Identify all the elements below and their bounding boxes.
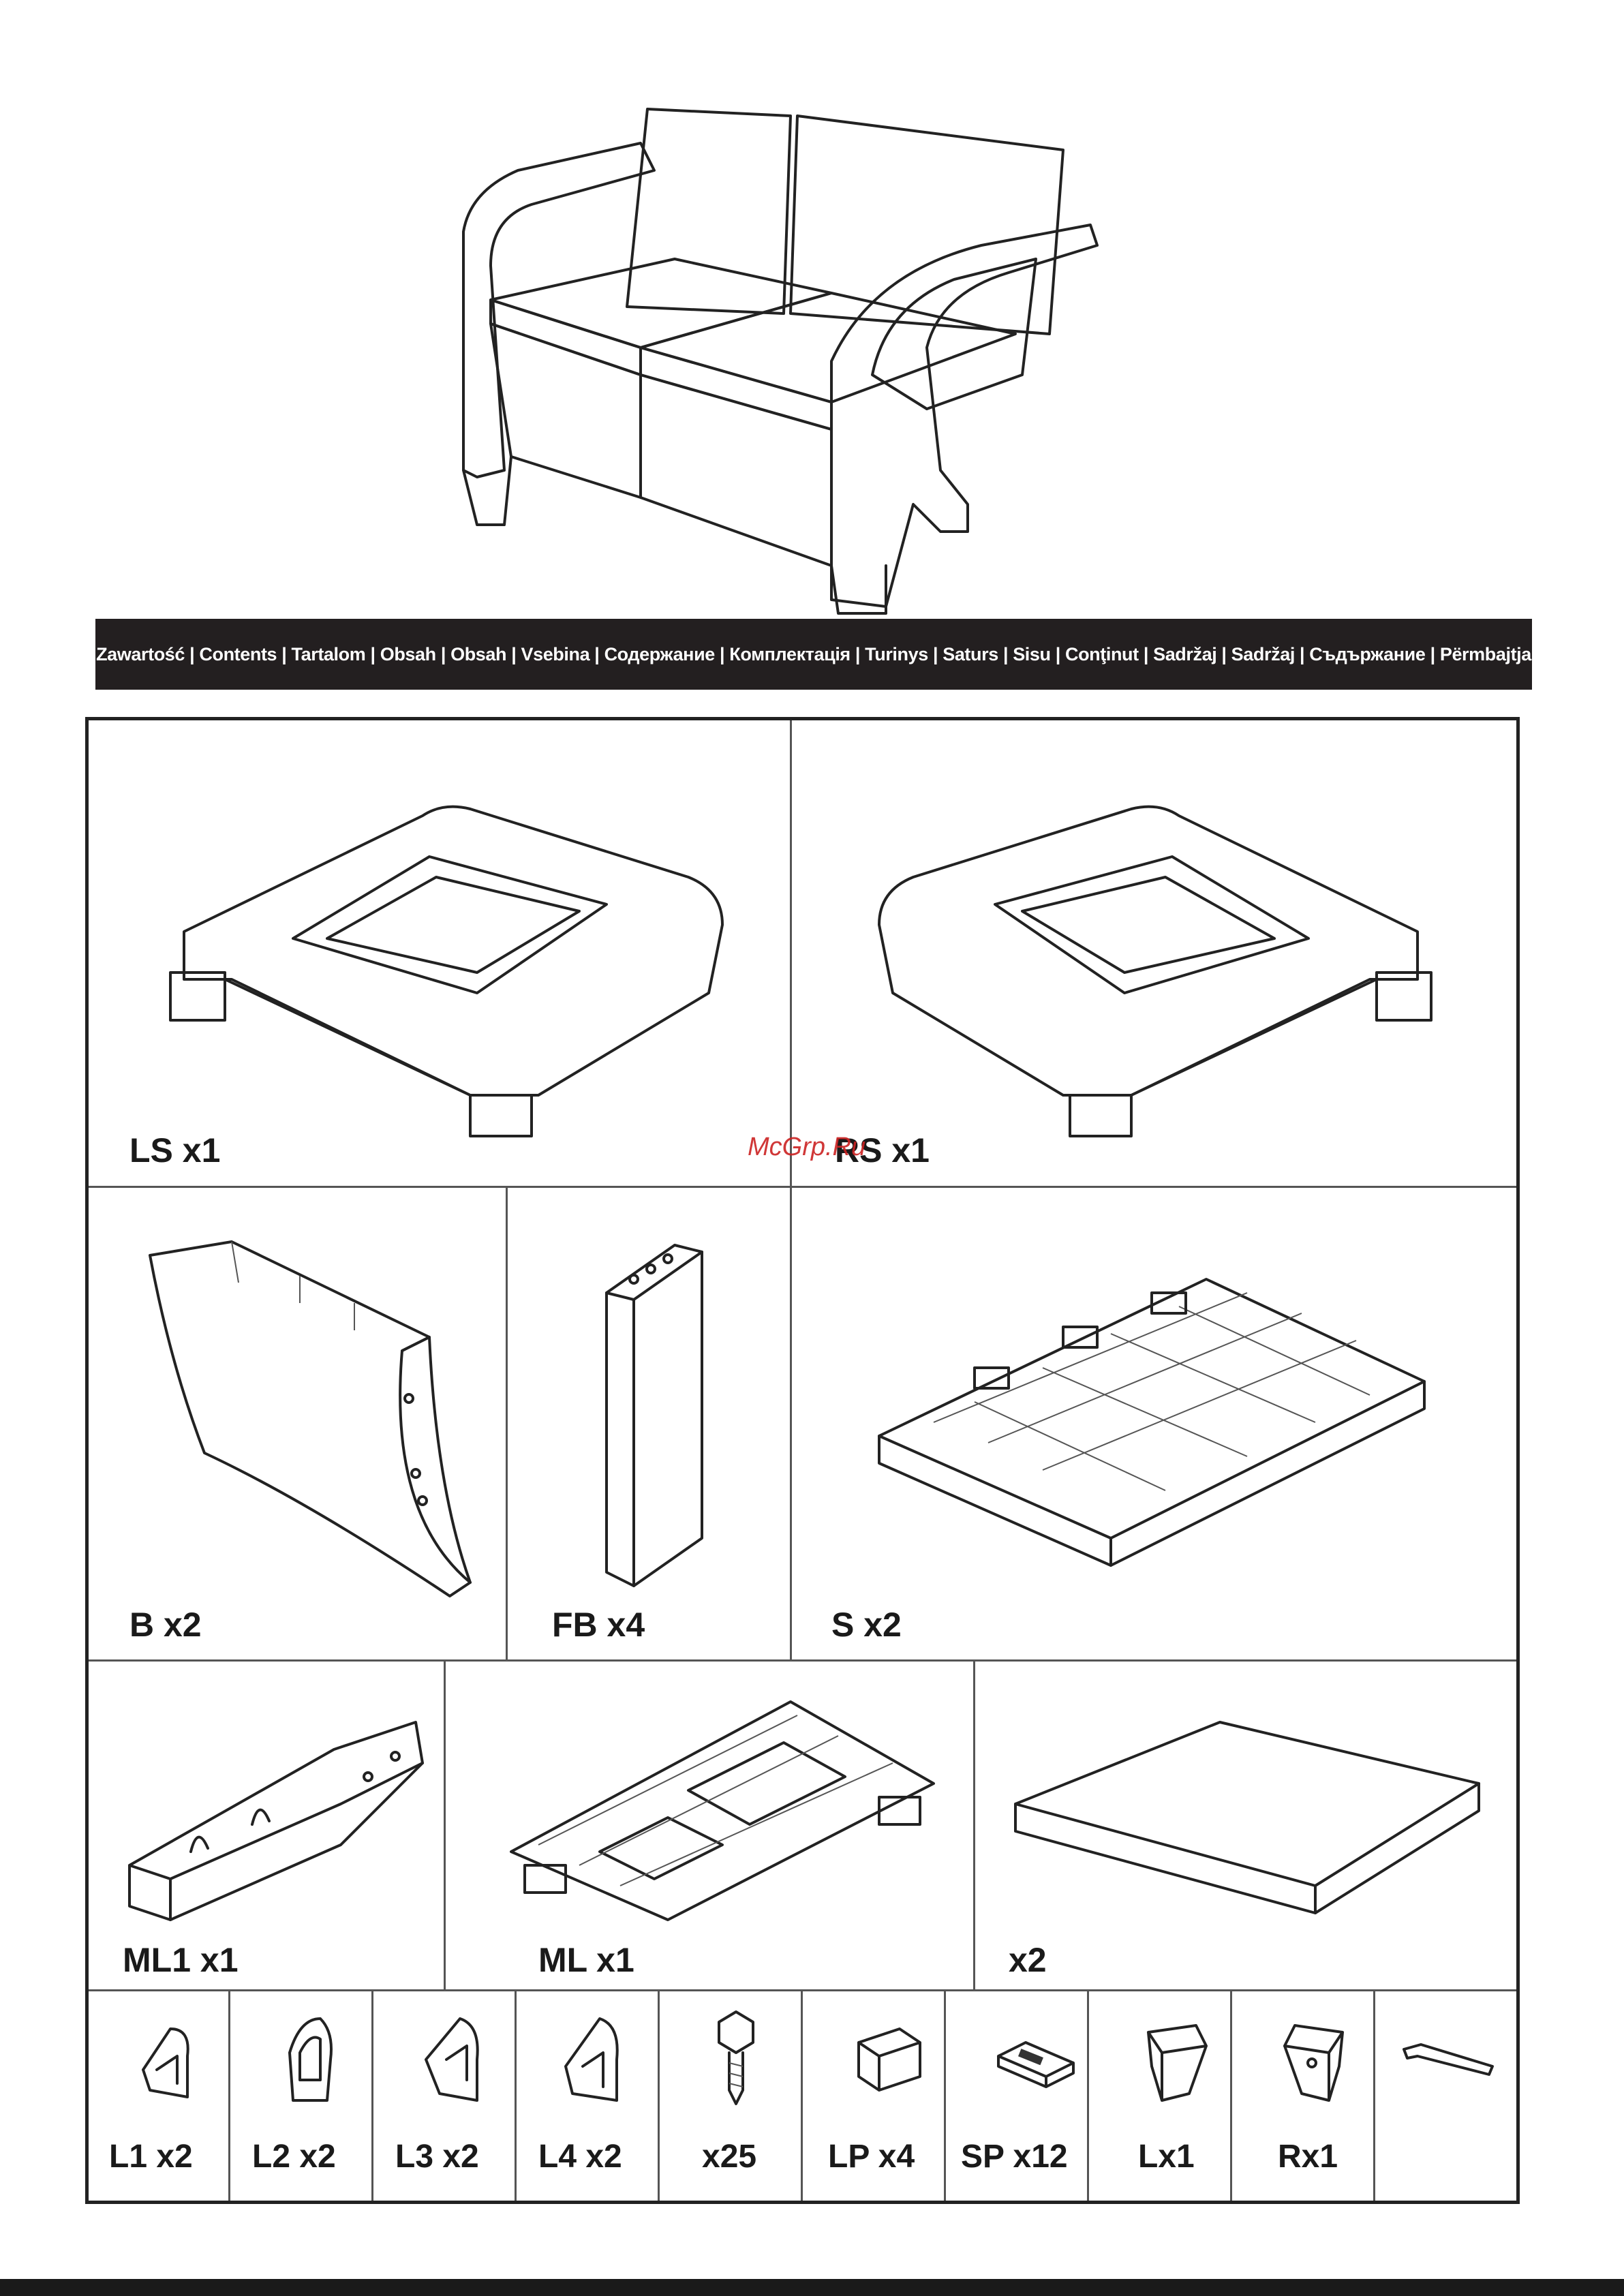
back-panel-drawing <box>129 1228 484 1610</box>
part-label-ls: LS x1 <box>129 1131 221 1169</box>
part-label-l3: L3 x2 <box>395 2139 479 2175</box>
part-label-l: Lx1 <box>1138 2139 1195 2175</box>
grid-divider <box>444 1659 446 1989</box>
grid-divider <box>790 720 792 1659</box>
part-label-screw: x25 <box>702 2139 757 2175</box>
ml1-beam-drawing <box>116 1709 436 1927</box>
bottom-edge-bar <box>0 2279 1624 2296</box>
connector-l1-drawing <box>129 2015 204 2104</box>
grid-divider <box>506 1186 508 1659</box>
part-label-ml1: ML1 x1 <box>123 1941 239 1979</box>
part-label-fb: FB x4 <box>552 1606 645 1644</box>
connector-l4-drawing <box>552 2012 634 2107</box>
seat-cushion-drawing <box>1002 1709 1492 1927</box>
ml-frame-drawing <box>497 1674 947 1947</box>
part-label-r: Rx1 <box>1278 2139 1338 2175</box>
part-label-lp: LP x4 <box>828 2139 915 2175</box>
grid-divider <box>658 1989 660 2201</box>
watermark: McGrp.Ru <box>748 1133 866 1161</box>
contents-banner <box>95 619 1532 690</box>
parts-grid <box>85 717 1520 2204</box>
grid-divider <box>89 1659 1516 1662</box>
seat-base-drawing <box>865 1266 1465 1593</box>
connector-l-drawing <box>1135 2012 1216 2107</box>
loveseat-illustration <box>450 89 1104 620</box>
right-armrest-drawing <box>872 775 1445 1143</box>
part-label-ml: ML x1 <box>538 1941 634 1979</box>
grid-divider <box>371 1989 373 2201</box>
connector-l3-drawing <box>412 2012 494 2107</box>
grid-divider <box>89 1186 1516 1188</box>
grid-divider <box>228 1989 230 2201</box>
grid-divider <box>1373 1989 1375 2201</box>
wrench-tool-drawing <box>1397 2039 1499 2080</box>
part-label-rs: RS x1 <box>835 1131 930 1169</box>
connector-r-drawing <box>1274 2012 1356 2107</box>
leg-pad-drawing <box>848 2022 930 2097</box>
part-label-s: S x2 <box>831 1606 902 1644</box>
spacer-drawing <box>992 2029 1080 2090</box>
part-label-l4: L4 x2 <box>538 2139 622 2175</box>
front-bar-drawing <box>593 1231 716 1599</box>
part-label-b: B x2 <box>129 1606 202 1644</box>
part-label-l1: L1 x2 <box>109 2139 193 2175</box>
grid-divider <box>1230 1989 1232 2201</box>
screw-drawing <box>705 2002 767 2111</box>
connector-l2-drawing <box>273 2012 348 2107</box>
left-armrest-drawing <box>157 775 729 1143</box>
part-label-cushion: x2 <box>1009 1941 1047 1979</box>
grid-divider <box>1087 1989 1089 2201</box>
part-label-l2: L2 x2 <box>252 2139 336 2175</box>
contents-header-text: Zawartość | Contents | Tartalom | Obsah | Obsah | Vsebina | Содержание | Комплектація | Turinys | Saturs | Sisu | Conţinut | Sadržaj | Sadržaj | Съдържание | Përmbajtja <box>96 643 1531 664</box>
grid-divider <box>515 1989 517 2201</box>
grid-divider <box>801 1989 803 2201</box>
grid-divider <box>944 1989 946 2201</box>
part-label-sp: SP x12 <box>961 2139 1068 2175</box>
grid-divider <box>973 1659 975 1989</box>
